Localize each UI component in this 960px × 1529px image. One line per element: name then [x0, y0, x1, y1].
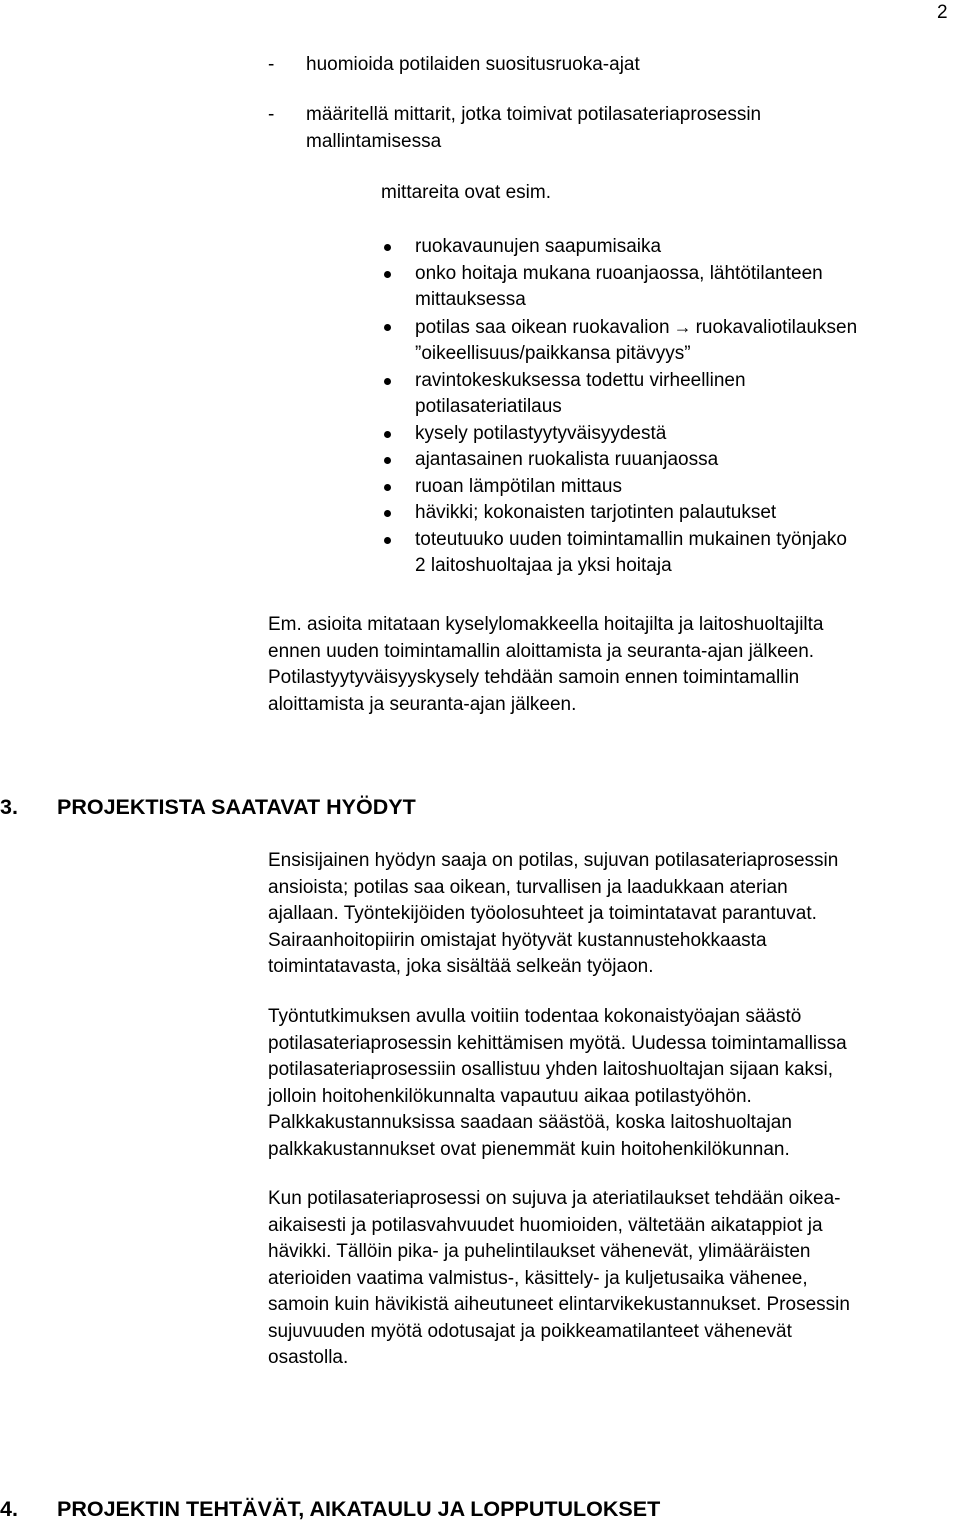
- list-item-text: ruokavaliotilauksen: [695, 316, 858, 338]
- list-item: [382, 447, 857, 474]
- list-item: [382, 421, 857, 448]
- arrow-right-icon: →: [673, 316, 692, 337]
- list-item-text: potilasateriatilaus: [415, 396, 562, 417]
- list-item: [382, 314, 857, 368]
- dash-item-text: määritellä mittarit, jotka toimivat potilasateriaprosessin: [306, 104, 762, 125]
- section-number: 3.: [0, 795, 18, 819]
- paragraph-line: jolloin hoitohenkilökunnalta vapautuu aikaa potilastyöhön.: [268, 1085, 752, 1107]
- dash-marker: -: [268, 54, 275, 75]
- bullet-icon: [384, 244, 391, 251]
- bullet-icon: [384, 378, 391, 385]
- list-item-text: onko hoitaja mukana ruoanjaossa, lähtötilanteen: [415, 262, 823, 284]
- list-item: [382, 234, 857, 261]
- list-item-text: ”oikeellisuus/paikkansa pitävyys”: [415, 343, 691, 364]
- metrics-list: [382, 234, 857, 580]
- paragraph-line: ajallaan. Työntekijöiden työolosuhteet ja toimintatavat parantuvat.: [268, 903, 817, 924]
- dash-item-text: mallintamisessa: [306, 131, 442, 152]
- intro-text: mittareita ovat esim.: [381, 182, 551, 203]
- section-title: PROJEKTISTA SAATAVAT HYÖDYT: [57, 795, 416, 819]
- list-item: [382, 527, 857, 580]
- dash-marker: -: [268, 104, 275, 125]
- benefits-paragraph-2: [268, 1004, 847, 1163]
- dash-item-text: huomioida potilaiden suositusruoka-ajat: [306, 54, 640, 75]
- section-title: PROJEKTIN TEHTÄVÄT, AIKATAULU JA LOPPUTULOKSET: [57, 1497, 661, 1521]
- list-item: [382, 500, 857, 527]
- paragraph-line: toimintatavasta, joka sisältää selkeän työjaon.: [268, 956, 654, 977]
- paragraph-line: ennen uuden toimintamallin aloittamista ja seuranta-ajan jälkeen.: [268, 640, 815, 662]
- paragraph-line: samoin kuin hävikistä aiheutuneet elintarvikekustannukset. Prosessin: [268, 1294, 850, 1315]
- paragraph-line: aloittamista ja seuranta-ajan jälkeen.: [268, 693, 577, 715]
- list-item-text: hävikki; kokonaisten tarjotinten palautukset: [415, 502, 777, 523]
- list-item-text: mittauksessa: [415, 289, 526, 310]
- list-item: [382, 261, 857, 314]
- paragraph-line: Kun potilasateriaprosessi on sujuva ja ateriatilaukset tehdään oikea-: [268, 1188, 841, 1209]
- list-item-text: ruokavaunujen saapumisaika: [415, 236, 662, 257]
- section-number: 4.: [0, 1497, 18, 1521]
- paragraph-line: hävikki. Tällöin pika- ja puhelintilaukset vähenevät, ylimääräisten: [268, 1241, 811, 1262]
- list-item: [382, 368, 857, 421]
- list-item-text: ajantasainen ruokalista ruuanjaossa: [415, 449, 719, 470]
- list-item-text: 2 laitoshuoltajaa ja yksi hoitaja: [415, 555, 672, 576]
- benefits-paragraph-3: [268, 1186, 850, 1372]
- benefits-paragraph-1: [268, 848, 838, 981]
- paragraph-line: Työntutkimuksen avulla voitiin todentaa kokonaistyöajan säästö: [268, 1006, 802, 1027]
- paragraph-line: Potilastyytyväisyyskysely tehdään samoin ennen toimintamallin: [268, 667, 800, 688]
- paragraph-line: aikaisesti ja potilasvahvuudet huomioiden, vältetään aikatappiot ja: [268, 1214, 823, 1236]
- paragraph-line: potilasateriaprosessiin osallistuu yhden laitoshuoltajan sijaan kaksi,: [268, 1059, 834, 1080]
- paragraph-line: Ensisijainen hyödyn saaja on potilas, sujuvan potilasateriaprosessin: [268, 850, 839, 871]
- list-item-text: toteutuuko uuden toimintamallin mukainen työnjako: [415, 528, 847, 550]
- paragraph-line: sujuvuuden myötä odotusajat ja poikkeamatilanteet vähenevät: [268, 1320, 792, 1342]
- paragraph-line: ansioista; potilas saa oikean, turvallisen ja laadukkaan aterian: [268, 876, 788, 898]
- paragraph-line: Em. asioita mitataan kyselylomakkeella hoitajilta ja laitoshuoltajilta: [268, 614, 824, 635]
- paragraph-line: osastolla.: [268, 1347, 349, 1368]
- paragraph-line: Sairaanhoitopiirin omistajat hyötyvät kustannustehokkaasta: [268, 929, 767, 951]
- bullet-icon: [384, 271, 391, 278]
- list-item-text: potilas saa oikean ruokavalion: [415, 316, 670, 338]
- measurement-paragraph: [268, 612, 824, 718]
- paragraph-line: Palkkakustannuksissa saadaan säästöä, koska laitoshuoltajan: [268, 1112, 792, 1133]
- bullet-icon: [384, 431, 391, 438]
- paragraph-line: palkkakustannukset ovat pienemmät kuin hoitohenkilökunnan.: [268, 1138, 790, 1160]
- bullet-icon: [384, 510, 391, 517]
- bullet-icon: [384, 324, 391, 331]
- list-item-text: ravintokeskuksessa todettu virheellinen: [415, 369, 746, 391]
- bullet-icon: [384, 457, 391, 464]
- bullet-icon: [384, 537, 391, 544]
- paragraph-line: potilasateriaprosessin kehittämisen myötä. Uudessa toimintamallissa: [268, 1032, 847, 1054]
- bullet-icon: [384, 484, 391, 491]
- list-item: [382, 474, 857, 501]
- list-item-text: kysely potilastyytyväisyydestä: [415, 422, 667, 444]
- list-item-text: ruoan lämpötilan mittaus: [415, 475, 622, 497]
- paragraph-line: aterioiden vaatima valmistus-, käsittely- ja kuljetusaika vähenee,: [268, 1267, 808, 1289]
- page-number: 2: [937, 2, 948, 23]
